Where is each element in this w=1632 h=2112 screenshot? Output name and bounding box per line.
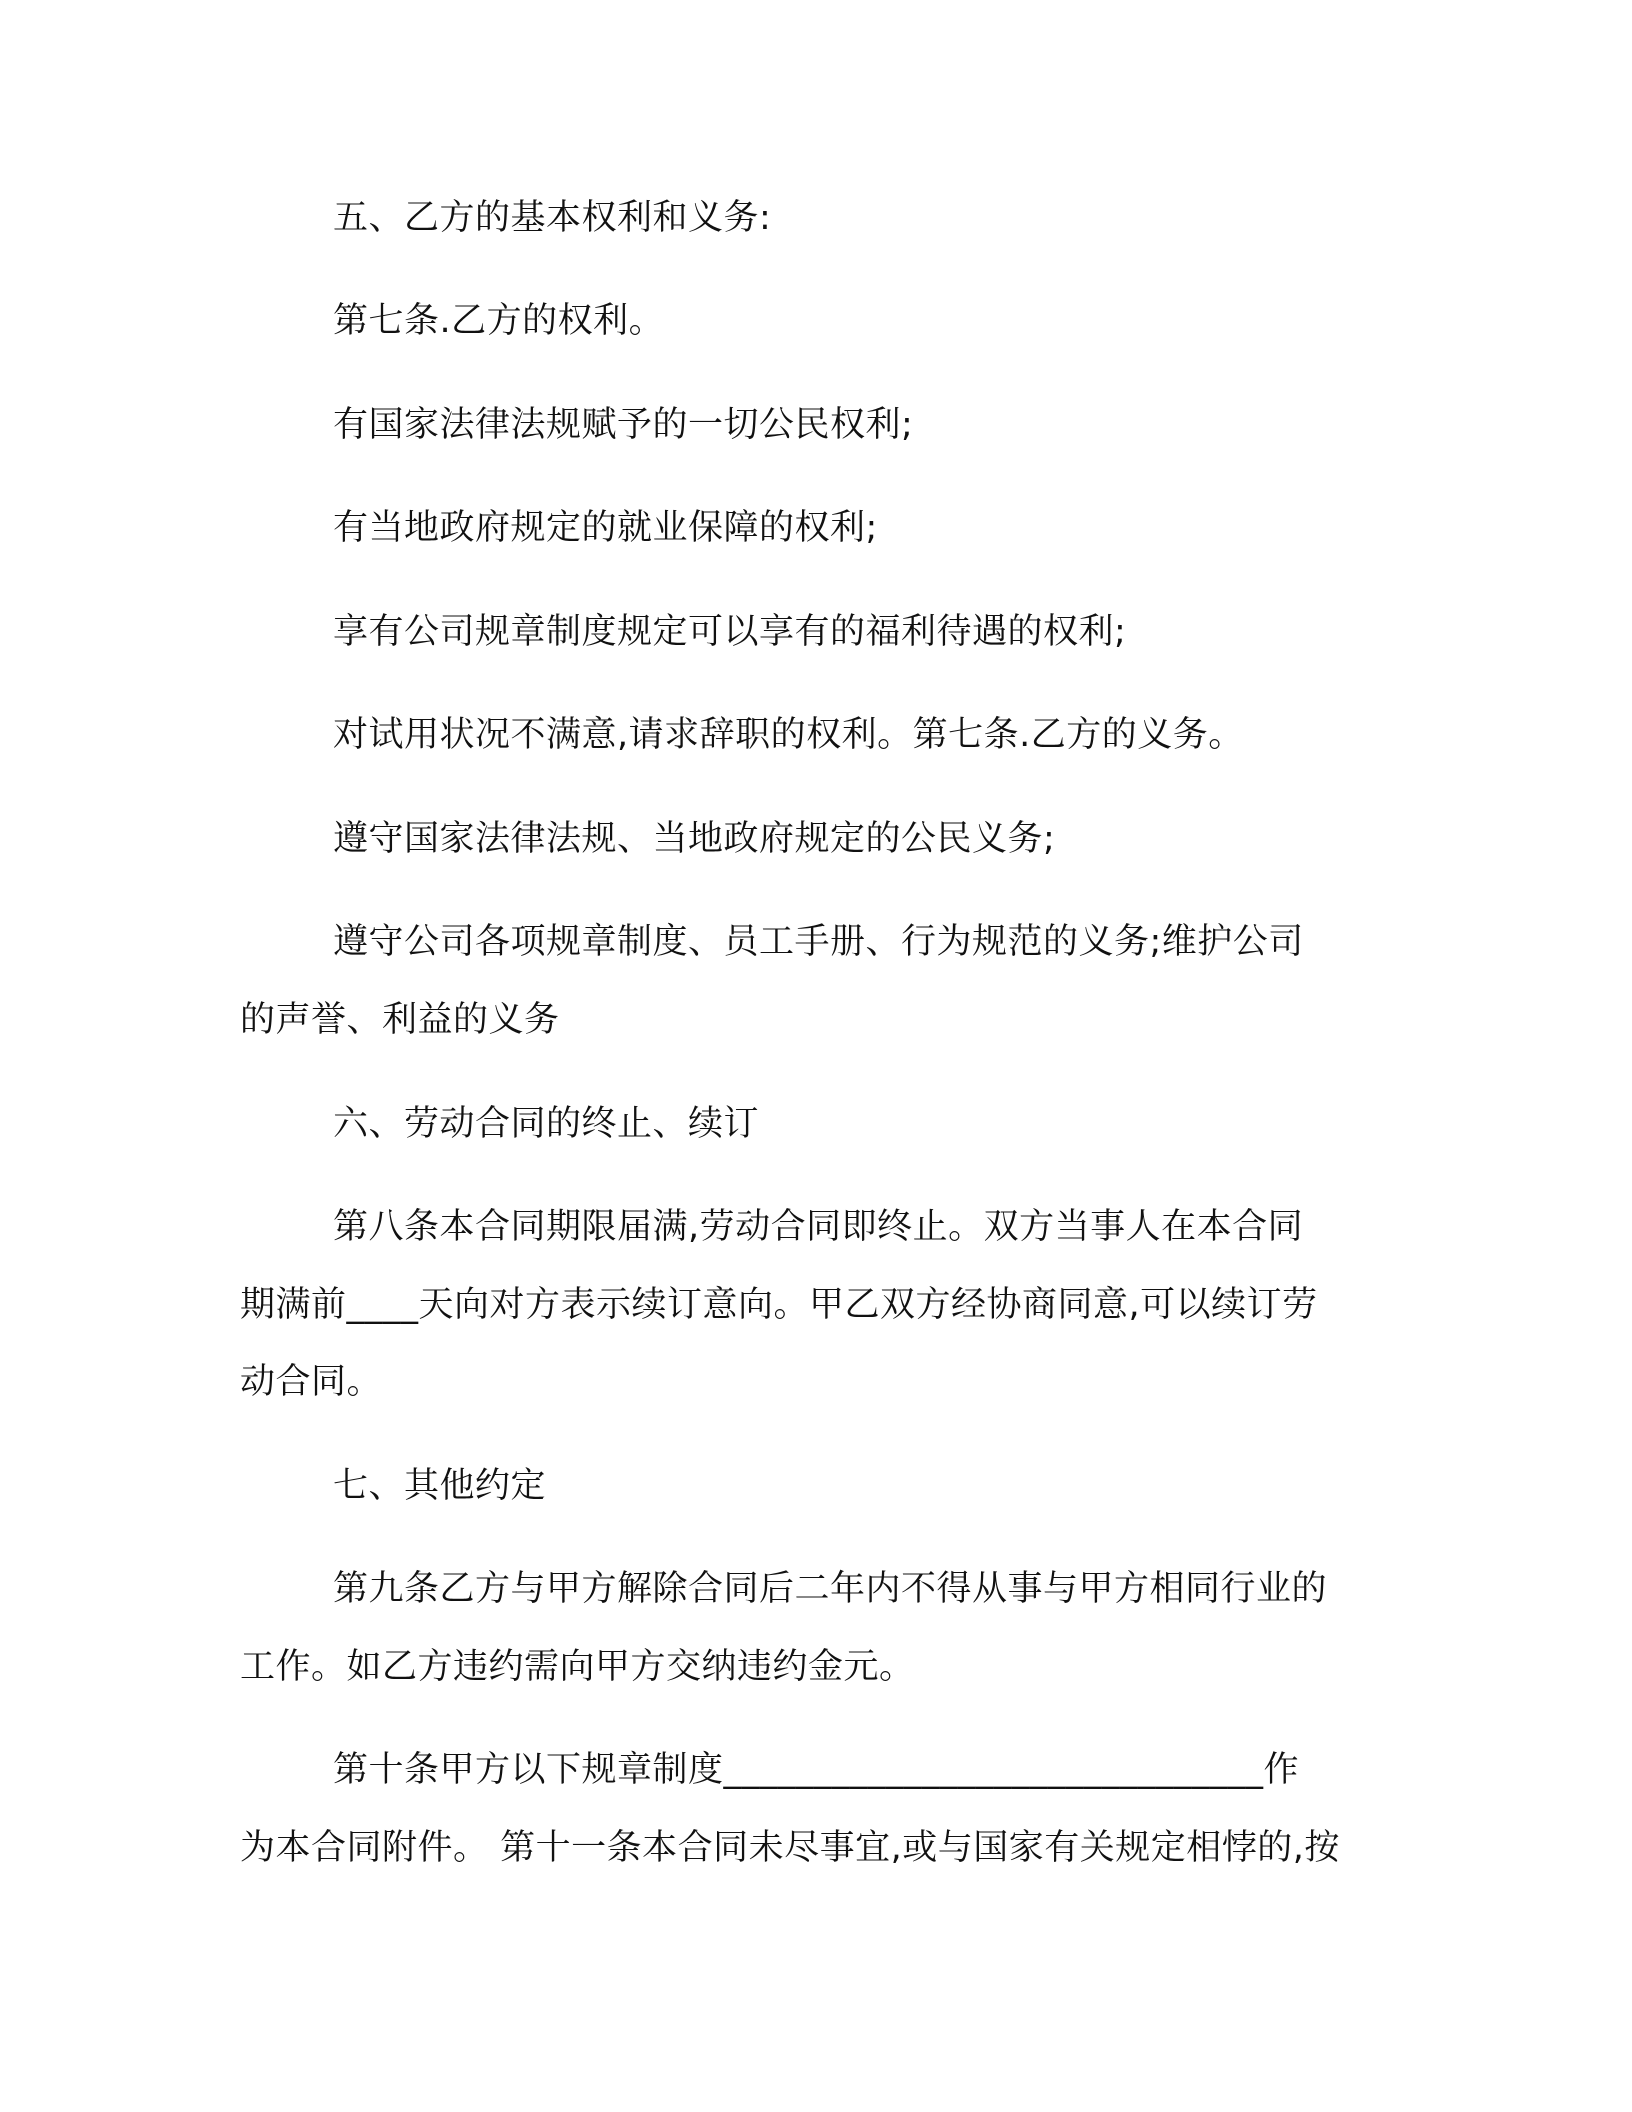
article-nine-line-1: 第九条乙方与甲方解除合同后二年内不得从事与甲方相同行业的 — [333, 1569, 1328, 1609]
section-seven-heading: 七、其他约定 — [333, 1466, 547, 1506]
right-item-2: 有当地政府规定的就业保障的权利; — [333, 508, 878, 548]
duty-item-1: 遵守国家法律法规、当地政府规定的公民义务; — [333, 819, 1056, 859]
right-item-1: 有国家法律法规赋予的一切公民权利; — [333, 405, 914, 445]
article-ten-line-1: 第十条甲方以下规章制度______________________________作 — [333, 1750, 1300, 1790]
article-eight-line-2: 期满前____天向对方表示续订意向。甲乙双方经协商同意,可以续订劳 — [240, 1285, 1318, 1325]
section-five-heading: 五、乙方的基本权利和义务: — [333, 198, 772, 238]
article-nine-line-2: 工作。如乙方违约需向甲方交纳违约金元。 — [240, 1647, 915, 1687]
right-item-4: 对试用状况不满意,请求辞职的权利。第七条.乙方的义务。 — [333, 715, 1244, 755]
duty-item-2-line-2: 的声誉、利益的义务 — [240, 1000, 560, 1040]
section-six-heading: 六、劳动合同的终止、续订 — [333, 1104, 760, 1144]
article-eight-line-1: 第八条本合同期限届满,劳动合同即终止。双方当事人在本合同 — [333, 1207, 1304, 1247]
right-item-3: 享有公司规章制度规定可以享有的福利待遇的权利; — [333, 612, 1127, 652]
article-seven-rights-title: 第七条.乙方的权利。 — [333, 301, 665, 341]
article-eight-line-3: 动合同。 — [240, 1362, 383, 1402]
duty-item-2-line-1: 遵守公司各项规章制度、员工手册、行为规范的义务;维护公司 — [333, 922, 1304, 962]
article-ten-line-2: 为本合同附件。 第十一条本合同未尽事宜,或与国家有关规定相悖的,按 — [240, 1828, 1340, 1868]
